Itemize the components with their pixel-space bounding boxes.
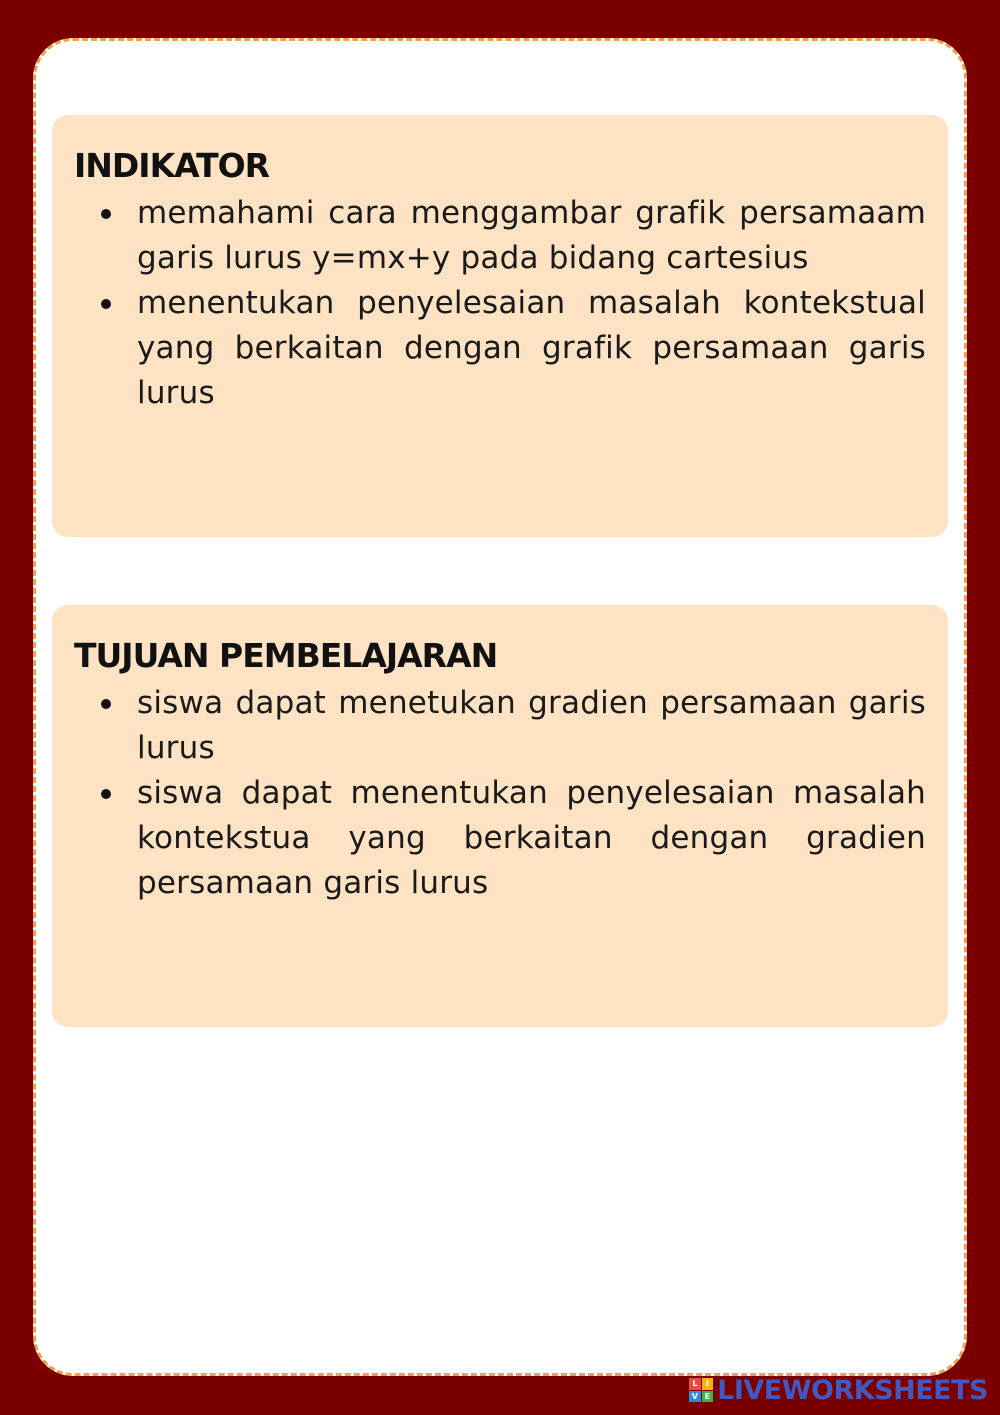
liveworksheets-logo-text: LIVEWORKSHEETS — [717, 1374, 988, 1406]
indikator-title: INDIKATOR — [74, 146, 270, 185]
bullet-icon — [101, 789, 111, 799]
logo-letter: E — [702, 1391, 714, 1403]
logo-letter: V — [689, 1391, 701, 1403]
list-item — [137, 771, 926, 906]
indikator-item-text: memahami cara menggambar grafik persamaam garis lurus y=mx+y pada bidang cartesius — [137, 195, 926, 276]
tujuan-title: TUJUAN PEMBELAJARAN — [74, 636, 498, 675]
liveworksheets-logo-icon — [689, 1378, 713, 1402]
bullet-icon — [101, 699, 111, 709]
tujuan-list — [74, 681, 926, 906]
list-item — [137, 191, 926, 281]
bullet-icon — [101, 299, 111, 309]
list-item — [137, 681, 926, 771]
indikator-card — [52, 115, 948, 537]
bullet-icon — [101, 209, 111, 219]
liveworksheets-logo — [689, 1375, 988, 1405]
tujuan-item-text: siswa dapat menetukan gradien persamaan garis lurus — [137, 685, 926, 766]
logo-letter: I — [702, 1378, 714, 1390]
indikator-item-text: menentukan penyelesaian masalah kontekstual yang berkaitan dengan grafik persamaan garis lurus — [137, 285, 926, 411]
logo-letter: L — [689, 1378, 701, 1390]
indikator-list — [74, 191, 926, 416]
tujuan-card — [52, 605, 948, 1027]
list-item — [137, 281, 926, 416]
tujuan-item-text: siswa dapat menentukan penyelesaian masalah kontekstua yang berkaitan dengan gradien persamaan garis lurus — [137, 775, 926, 901]
